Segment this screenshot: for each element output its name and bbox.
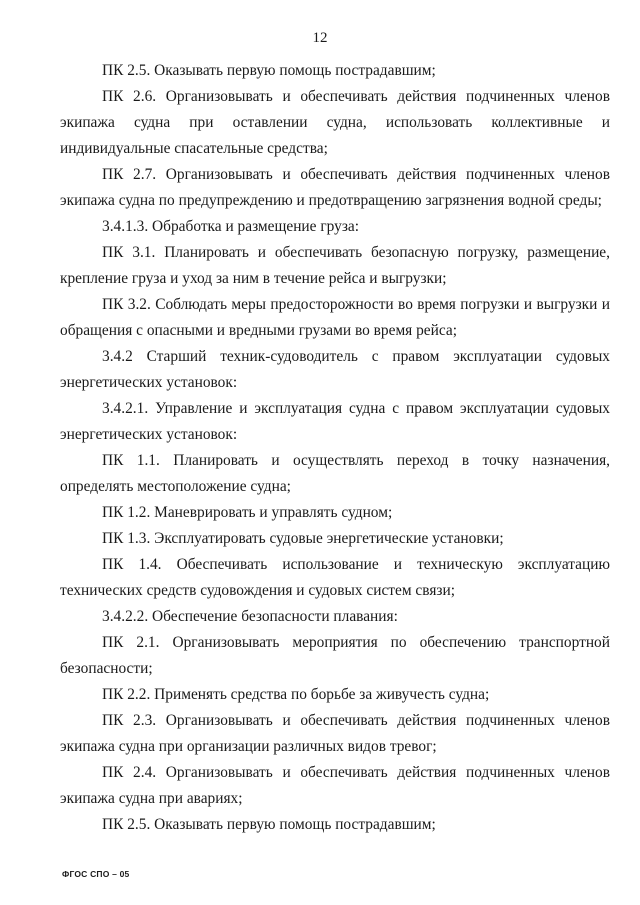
paragraph: ПК 3.1. Планировать и обеспечивать безопасную погрузку, размещение, крепление груза и уход за ним в течение рейса и выгрузки; bbox=[60, 244, 610, 287]
paragraph: ПК 2.5. Оказывать первую помощь пострадавшим; bbox=[102, 816, 436, 833]
page-footer: ФГОС СПО – 05 bbox=[62, 869, 130, 879]
paragraph: ПК 2.4. Организовывать и обеспечивать действия подчиненных членов экипажа судна при авариях; bbox=[60, 764, 610, 807]
paragraph: ПК 2.1. Организовывать мероприятия по обеспечению транспортной безопасности; bbox=[60, 634, 610, 677]
section-heading: 3.4.1.3. Обработка и размещение груза: bbox=[102, 218, 360, 235]
paragraph: ПК 2.7. Организовывать и обеспечивать действия подчиненных членов экипажа судна по предупреждению и предотвращению загрязнения водной среды; bbox=[60, 166, 610, 209]
paragraph: ПК 1.3. Эксплуатировать судовые энергетические установки; bbox=[102, 530, 504, 547]
paragraph: ПК 2.5. Оказывать первую помощь пострадавшим; bbox=[102, 62, 436, 79]
paragraph: ПК 2.6. Организовывать и обеспечивать действия подчиненных членов экипажа судна при оставлении судна, использовать коллективные и индивидуальные спасательные средства; bbox=[60, 88, 610, 157]
paragraph: ПК 2.3. Организовывать и обеспечивать действия подчиненных членов экипажа судна при организации различных видов тревог; bbox=[60, 712, 610, 755]
paragraph: ПК 1.2. Маневрировать и управлять судном; bbox=[102, 504, 393, 521]
paragraph: ПК 1.1. Планировать и осуществлять переход в точку назначения, определять местоположение судна; bbox=[60, 452, 610, 495]
section-heading: 3.4.2.2. Обеспечение безопасности плавания: bbox=[102, 608, 398, 625]
page-number: 12 bbox=[312, 30, 328, 46]
paragraph: ПК 3.2. Соблюдать меры предосторожности во время погрузки и выгрузки и обращения с опасными и вредными грузами во время рейса; bbox=[60, 296, 610, 339]
section-heading: 3.4.2.1. Управление и эксплуатация судна с правом эксплуатации судовых энергетических установок: bbox=[60, 400, 610, 443]
document-body bbox=[60, 58, 610, 838]
section-heading: 3.4.2 Старший техник-судоводитель с правом эксплуатации судовых энергетических установок: bbox=[60, 348, 610, 391]
paragraph: ПК 2.2. Применять средства по борьбе за живучесть судна; bbox=[102, 686, 490, 703]
paragraph: ПК 1.4. Обеспечивать использование и техническую эксплуатацию технических средств судовождения и судовых систем связи; bbox=[60, 556, 610, 599]
